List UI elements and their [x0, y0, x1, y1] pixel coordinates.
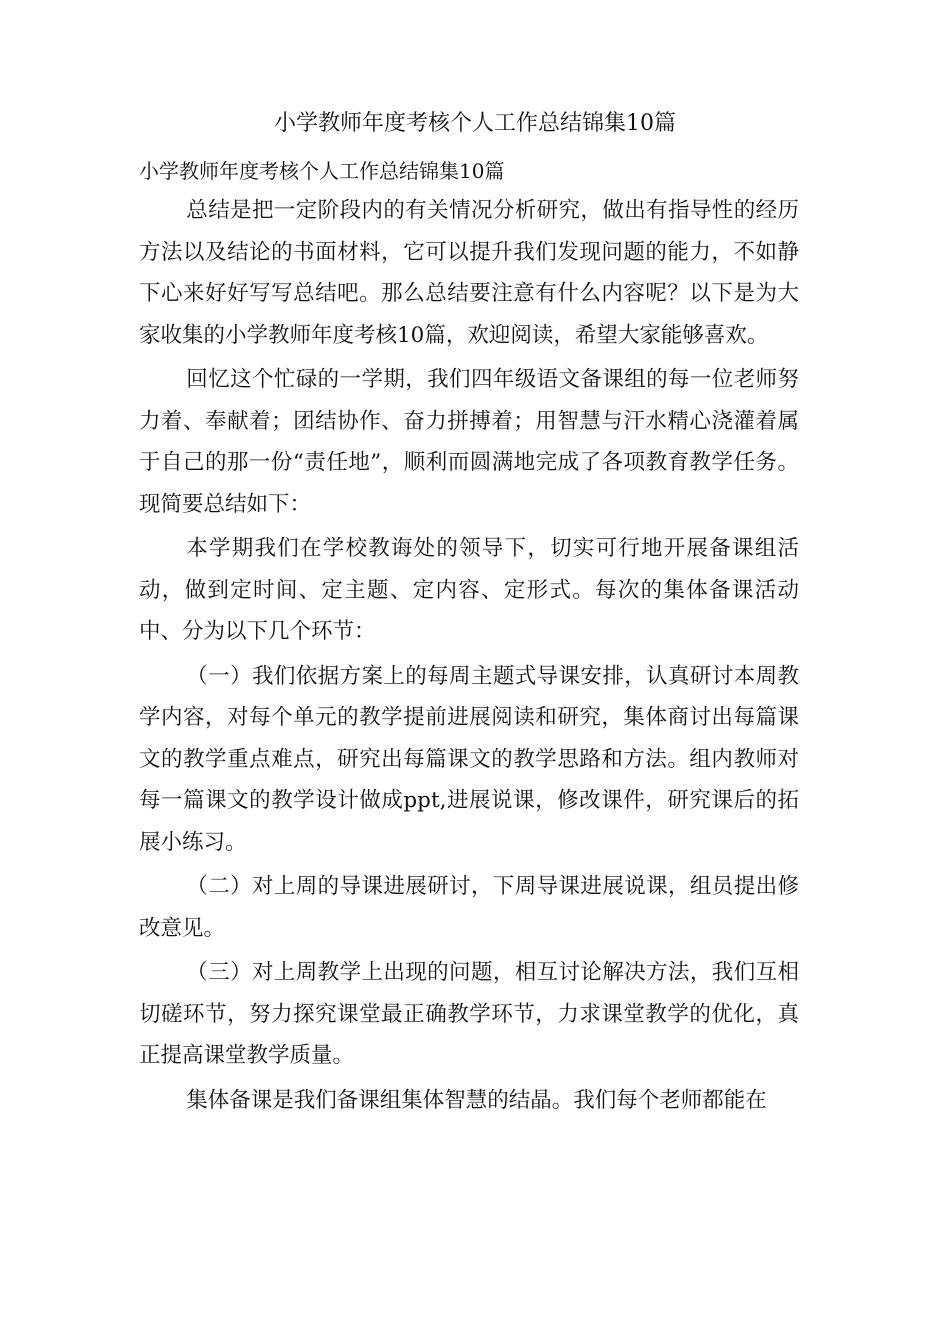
- paragraph-step-3: （三）对上周教学上出现的问题，相互讨论解决方法，我们互相切磋环节，努力探究课堂最正确教学环节，力求课堂教学的优化，真正提高课堂教学质量。: [139, 960, 799, 1068]
- paragraph-intro: 总结是把一定阶段内的有关情况分析研究，做出有指导性的经历方法以及结论的书面材料，它可以提升我们发现问题的能力，不如静下心来好好写写总结吧。那么总结要注意有什么内容呢？以下是为大家收集的小学教师年度考核10篇，欢迎阅读，希望大家能够喜欢。: [139, 198, 799, 348]
- paragraph-semester: 本学期我们在学校教诲处的领导下，切实可行地开展备课组活动，做到定时间、定主题、定内容、定形式。每次的集体备课活动中、分为以下几个环节：: [139, 536, 799, 644]
- document-title: 小学教师年度考核个人工作总结锦集10篇: [274, 111, 676, 136]
- document-subtitle: 小学教师年度考核个人工作总结锦集10篇: [139, 159, 505, 183]
- paragraph-step-2: （二）对上周的导课进展研讨，下周导课进展说课，组员提出修改意见。: [139, 874, 799, 941]
- paragraph-review: 回忆这个忙碌的一学期，我们四年级语文备课组的每一位老师努力着、奉献着；团结协作、奋力拼搏着；用智慧与汗水精心浇灌着属于自己的那一份“责任地”，顺利而圆满地完成了各项教育教学任务。现简要总结如下：: [139, 367, 799, 517]
- paragraph-collective: 集体备课是我们备课组集体智慧的结晶。我们每个老师都能在: [186, 1087, 767, 1113]
- document-body: [139, 190, 799, 1124]
- paragraph-step-1: （一）我们依据方案上的每周主题式导课安排，认真研讨本周教学内容，对每个单元的教学提前进展阅读和研究，集体商讨出每篇课文的教学重点难点，研究出每篇课文的教学思路和方法。组内教师对每一篇课文的教学设计做成ppt,进展说课，修改课件，研究课后的拓展小练习。: [139, 663, 799, 855]
